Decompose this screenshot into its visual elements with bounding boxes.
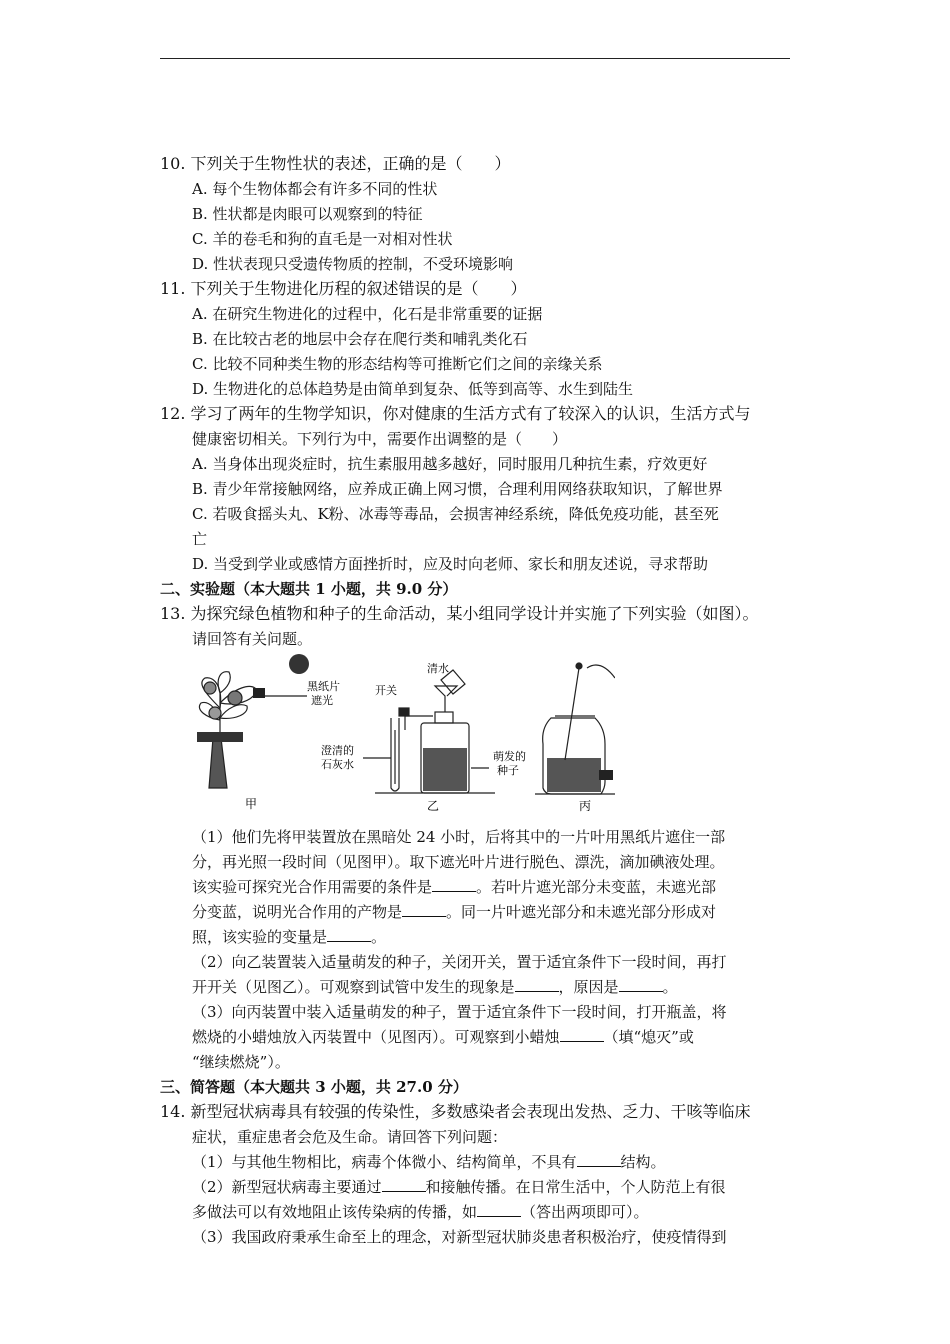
answer-blank[interactable] xyxy=(402,902,446,917)
q13-p1-line5: 照，该实验的变量是 。 xyxy=(192,928,387,946)
q10-option-c: C. 羊的卷毛和狗的直毛是一对相对性状 xyxy=(192,230,453,248)
q14-p3-line1: （3）我国政府秉承生命至上的理念，对新型冠状肺炎患者积极治疗，使疫情得到 xyxy=(192,1228,727,1246)
label-switch: 开关 xyxy=(375,684,397,697)
caption-yi: 乙 xyxy=(427,799,440,813)
q13-p3-line3: “继续燃烧”）。 xyxy=(192,1053,290,1071)
label-limewater-2: 石灰水 xyxy=(321,758,354,771)
q13-p3-line2: 燃烧的小蜡烛放入丙装置中（见图丙）。可观察到小蜡烛 （填“熄灭”或 xyxy=(192,1028,694,1046)
q11-option-c: C. 比较不同种类生物的形态结构等可推断它们之间的亲缘关系 xyxy=(192,355,603,373)
q11-option-b: B. 在比较古老的地层中会存在爬行类和哺乳类化石 xyxy=(192,330,528,348)
section3-title: 三、简答题（本大题共 3 小题，共 27.0 分） xyxy=(160,1078,468,1096)
q13-stem-line1: 13. 为探究绿色植物和种子的生命活动，某小组同学设计并实施了下列实验（如图）。 xyxy=(160,604,759,623)
q13-p1-line2: 分，再光照一段时间（见图甲）。取下遮光叶片进行脱色、漂洗，滴加碘液处理。 xyxy=(192,853,725,871)
label-black-paper-1: 黑纸片 xyxy=(307,680,340,693)
answer-blank[interactable] xyxy=(382,1177,426,1192)
q13-p2-line2: 开开关（见图乙）。可观察到试管中发生的现象是 ，原因是 。 xyxy=(192,978,678,996)
label-seeds-1: 萌发的 xyxy=(493,750,526,763)
caption-bing: 丙 xyxy=(579,799,592,813)
germinating-seeds-bing xyxy=(547,758,601,792)
q12-option-b: B. 青少年常接触网络，应养成正确上网习惯，合理利用网络获取知识，了解世界 xyxy=(192,480,723,498)
q10-option-d: D. 性状表现只受遗传物质的控制，不受环境影响 xyxy=(192,255,514,273)
q13-p2-line1: （2）向乙装置装入适量萌发的种子，关闭开关，置于适宜条件下一段时间，再打 xyxy=(192,953,727,971)
q11-stem: 11. 下列关于生物进化历程的叙述错误的是（ ） xyxy=(160,279,527,298)
q12-stem-line1: 12. 学习了两年的生物学知识，你对健康的生活方式有了较深入的认识，生活方式与 xyxy=(160,404,751,423)
q14-stem-line2: 症状，重症患者会危及生命。请回答下列问题： xyxy=(192,1128,508,1146)
label-water: 清水 xyxy=(427,662,449,675)
q12-option-c: C. 若吸食摇头丸、K粉、冰毒等毒品，会损害神经系统，降低免疫功能，甚至死 xyxy=(192,505,719,523)
answer-blank[interactable] xyxy=(327,927,371,942)
q14-p2-line1: （2）新型冠状病毒主要通过 和接触传播。在日常生活中，个人防范上有很 xyxy=(192,1178,726,1196)
answer-blank[interactable] xyxy=(577,1152,621,1167)
q12-stem-line2: 健康密切相关。下列行为中，需要作出调整的是（ ） xyxy=(192,430,568,448)
answer-blank[interactable] xyxy=(432,877,476,892)
q13-p1-line4: 分变蓝，说明光合作用的产物是 。同一片叶遮光部分和未遮光部分形成对 xyxy=(192,903,717,921)
label-black-paper-2: 遮光 xyxy=(311,694,333,707)
experiment-figure xyxy=(195,648,615,818)
q12-option-a: A. 当身体出现炎症时，抗生素服用越多越好，同时服用几种抗生素，疗效更好 xyxy=(192,455,708,473)
q10-option-a: A. 每个生物体都会有许多不同的性状 xyxy=(192,180,438,198)
q10-stem: 10. 下列关于生物性状的表述，正确的是（ ） xyxy=(160,154,511,173)
germinating-seeds-yi xyxy=(423,748,467,791)
q13-p1-line1: （1）他们先将甲装置放在黑暗处 24 小时，后将其中的一片叶用黑纸片遮住一部 xyxy=(192,828,726,846)
q10-option-b: B. 性状都是肉眼可以观察到的特征 xyxy=(192,205,423,223)
header-rule xyxy=(160,58,790,59)
q12-option-c-cont: 亡 xyxy=(192,530,208,548)
q13-stem-line2: 请回答有关问题。 xyxy=(192,630,313,648)
black-paper xyxy=(253,688,265,698)
sun-icon xyxy=(289,654,309,674)
q14-p1: （1）与其他生物相比，病毒个体微小、结构简单，不具有 结构。 xyxy=(192,1153,666,1171)
q13-p3-line1: （3）向丙装置中装入适量萌发的种子，置于适宜条件下一段时间，打开瓶盖，将 xyxy=(192,1003,727,1021)
answer-blank[interactable] xyxy=(477,1202,521,1217)
answer-blank[interactable] xyxy=(515,977,559,992)
q11-option-a: A. 在研究生物进化的过程中，化石是非常重要的证据 xyxy=(192,305,543,323)
q14-p2-line2: 多做法可以有效地阻止该传染病的传播，如 （答出两项即可）。 xyxy=(192,1203,649,1221)
label-seeds-2: 种子 xyxy=(497,764,519,777)
q14-stem-line1: 14. 新型冠状病毒具有较强的传染性，多数感染者会表现出发热、乏力、干咳等临床 xyxy=(160,1102,751,1121)
answer-blank[interactable] xyxy=(560,1027,604,1042)
candle-jar-apparatus xyxy=(535,663,615,794)
label-limewater-1: 澄清的 xyxy=(321,744,354,757)
q11-option-d: D. 生物进化的总体趋势是由简单到复杂、低等到高等、水生到陆生 xyxy=(192,380,634,398)
section2-title: 二、实验题（本大题共 1 小题，共 9.0 分） xyxy=(160,580,458,598)
plant-pot xyxy=(209,738,227,788)
answer-blank[interactable] xyxy=(619,977,663,992)
plant-apparatus xyxy=(197,672,307,788)
q12-option-d: D. 当受到学业或感情方面挫折时，应及时向老师、家长和朋友述说，寻求帮助 xyxy=(192,555,709,573)
q13-p1-line3: 该实验可探究光合作用需要的条件是 。若叶片遮光部分未变蓝，未遮光部 xyxy=(192,878,717,896)
caption-jia: 甲 xyxy=(245,797,258,811)
